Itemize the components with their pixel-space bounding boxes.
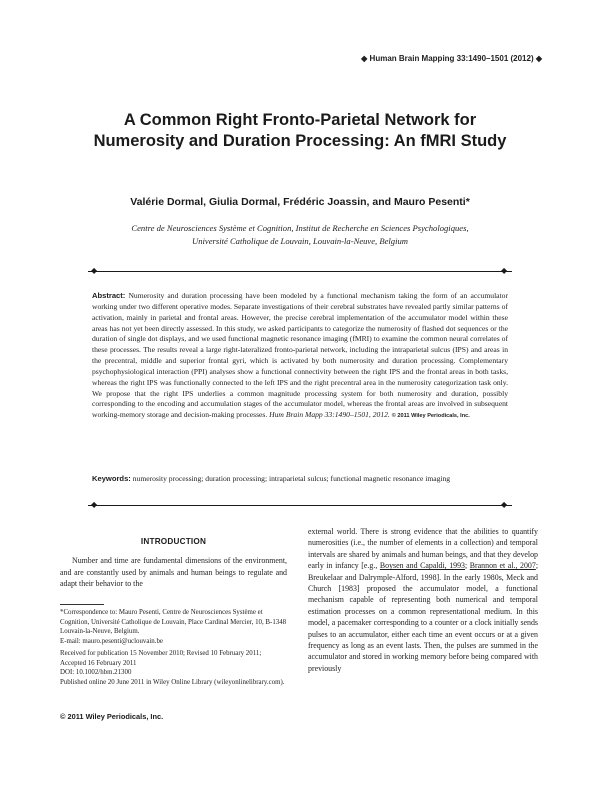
left-column [60, 536, 287, 590]
affiliation-line: Université Catholique de Louvain, Louvain-la-Neuve, Belgium [192, 235, 408, 246]
reference-link[interactable]: Brannon et al., 2007 [469, 561, 536, 571]
doi-note: DOI: 10.1002/hbm.21300 [60, 669, 132, 676]
intro-paragraph: Number and time are fundamental dimensions of the environment, and are constantly used by animals and human beings to regulate and adapt their behavior to the [60, 556, 287, 589]
section-heading-introduction: INTRODUCTION [140, 537, 207, 546]
correspondence-note: *Correspondence to: Mauro Pesenti, Centre de Neurosciences Système et Cognition, Université Catholique de Louvain, Place Cardinal Mercier, 10, B-1348 Louvain-la-Neuve, Belgium. [60, 609, 287, 635]
intro-paragraph-continued [308, 526, 538, 674]
section-divider [88, 271, 512, 272]
journal-header: ◆ Human Brain Mapping 33:1490–1501 (2012) ◆ [361, 54, 542, 63]
keywords [92, 474, 508, 485]
intro-text: external world. There is strong evidence that the abilities to quantify numerosities (i.e., the number of elements in a collection) and temporal intervals are shared by animals and human beings, and that they develop early in infancy [e.g., [308, 527, 538, 571]
abstract [92, 291, 508, 422]
received-note: Received for publication 15 November 2010; Revised 10 February 2011; Accepted 16 February 2011 [60, 650, 262, 667]
author-list: Valérie Dormal, Giulia Dormal, Frédéric Joassin, and Mauro Pesenti* [130, 196, 470, 208]
abstract-label: Abstract: [92, 291, 126, 300]
diamond-ornament-icon: ◆ [501, 266, 508, 275]
abstract-copyright: © 2011 Wiley Periodicals, Inc. [391, 413, 470, 420]
footnote-rule [60, 604, 104, 605]
published-note: Published online 20 June 2011 in Wiley Online Library (wileyonlinelibrary.com). [60, 678, 285, 686]
page-copyright: © 2011 Wiley Periodicals, Inc. [60, 712, 164, 721]
intro-text: ; Breukelaar and Dalrymple-Alford, 1998]. In the early 1980s, Meck and Church [1983] proposed the accumulator model, a functional mechanism capable of representing both numerical and temporal estimation processes on a common representational medium. In this model, a pacemaker corresponding to a counter or a clock initially sends pulses to an accumulator, either each time an event occurs or at a given frequency as long as an event lasts. Then, the pulses are summed in the accumulator and stored in working memory before being compared with previously [308, 561, 539, 673]
section-divider [88, 505, 512, 506]
right-column [308, 526, 538, 674]
keywords-label: Keywords: [92, 474, 131, 483]
email-note: E-mail: mauro.pesenti@uclouvain.be [60, 637, 163, 645]
affiliation [80, 222, 520, 247]
intro-text: ; [465, 561, 470, 571]
abstract-text: Numerosity and duration processing have been modeled by a functional mechanism taking the form of an accumulator working under two different operative modes. Separate investigations of their cerebral substrates have revealed partly similar patterns of activation, mainly in parietal and frontal areas. However, the precise cerebral implementation of the accumulator model within these areas has not yet been directly assessed. In this study, we asked participants to categorize the numerosity of flashed dot sequences or the duration of single dot displays, and we used functional magnetic resonance imaging (fMRI) to examine the common neural correlates of these processes. The results reveal a large right-lateralized fronto-parietal network, including the intraparietal sulcus (IPS) and areas in the precentral, middle and superior frontal gyri, which is activated by both numerosity and duration processing. Complementary psychophysiological interaction (PPI) analyses show a functional connectivity between the right IPS and the frontal areas in both tasks, whereas the right IPS was functionally connected to the left IPS and the right precentral area in the numerosity categorization task only. We propose that the right IPS underlies a common magnitude processing system for both numerosity and duration, possibly corresponding to the encoding and accumulation stages of the accumulator model, whereas the frontal areas are involved in subsequent working-memory storage and decision-making processes. [92, 291, 508, 420]
keywords-text: numerosity processing; duration processing; intraparietal sulcus; functional magnetic resonance imaging [132, 474, 451, 483]
diamond-ornament-icon: ◆ [91, 500, 98, 509]
reference-link[interactable]: Boysen and Capaldi, 1993 [379, 561, 465, 571]
affiliation-line: Centre de Neurosciences Système et Cognition, Institut de Recherche en Sciences Psychologiques, [131, 223, 469, 233]
paper-title: A Common Right Fronto-Parietal Network for Numerosity and Duration Processing: An fMRI Study [93, 111, 507, 150]
diamond-ornament-icon: ◆ [91, 266, 98, 275]
abstract-citation: Hum Brain Mapp 33:1490–1501, 2012. [269, 410, 390, 420]
diamond-ornament-icon: ◆ [501, 500, 508, 509]
footnotes [60, 608, 287, 690]
